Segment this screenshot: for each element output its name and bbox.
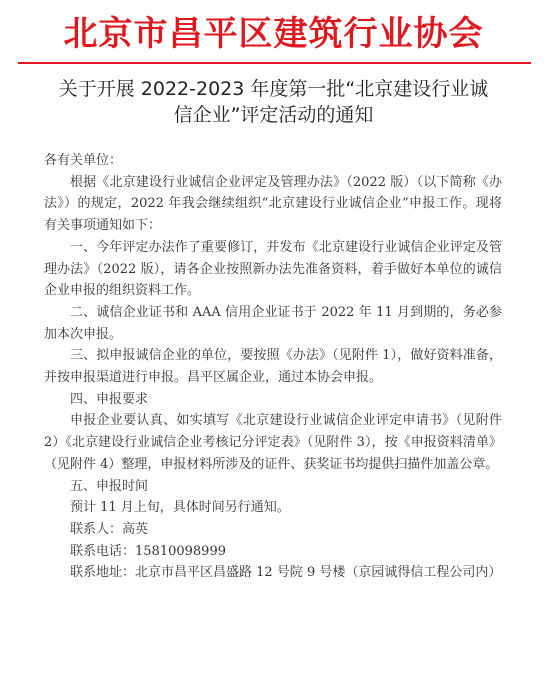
contact-person: 联系人：高英 — [70, 521, 149, 537]
contact-phone: 联系电话：15810098999 — [70, 543, 226, 559]
section-5-paragraph: 预计 11 月上旬，具体时间另行通知。 — [70, 500, 290, 516]
section-5-heading: 五、申报时间 — [70, 478, 149, 494]
intro-paragraph: 根据《北京建设行业诚信企业评定及管理办法》（2022 版）（以下简称《办法》）的规定，2022 年我会继续组织“北京建设行业诚信企业”申报工作。现将有关事项通知如下： — [44, 174, 502, 234]
item-3-paragraph: 三、拟申报诚信企业的单位，要按照《办法》（见附件 1），做好资料准备，并按申报渠道进行申报。昌平区属企业，通过本协会申报。 — [44, 348, 502, 386]
notice-title-line2: 信企业”评定活动的通知 — [173, 104, 374, 126]
org-header-title: 北京市昌平区建筑行业协会 — [63, 14, 484, 54]
salutation: 各有关单位： — [44, 153, 123, 168]
section-4-paragraph: 申报企业要认真、如实填写《北京建设行业诚信企业评定申请书》（见附件 2）《北京建设行业诚信企业考核记分评定表》（见附件 3），按《申报资料清单》（见附件 4）整理，申报材料所涉及的证件、获奖证书均提供扫描件加盖公章。 — [44, 413, 502, 472]
notice-title — [22, 76, 525, 128]
item-1-paragraph: 一、今年评定办法作了重要修订，并发布《北京建设行业诚信企业评定及管理办法》（2022 版），请各企业按照新办法先准备资料，着手做好本单位的诚信企业申报的组织资料工作。 — [44, 239, 502, 299]
item-2-paragraph: 二、诚信企业证书和 AAA 信用企业证书于 2022 年 11 月到期的，务必参加本次申报。 — [44, 304, 502, 342]
contact-address: 联系地址：北京市昌平区昌盛路 12 号院 9 号楼（京园诚得信工程公司内） — [70, 565, 502, 581]
notice-title-line1: 关于开展 2022-2023 年度第一批“北京建设行业诚 — [58, 78, 489, 100]
section-4-heading: 四、申报要求 — [70, 391, 149, 407]
header-divider — [18, 62, 531, 64]
notice-body — [44, 150, 502, 584]
